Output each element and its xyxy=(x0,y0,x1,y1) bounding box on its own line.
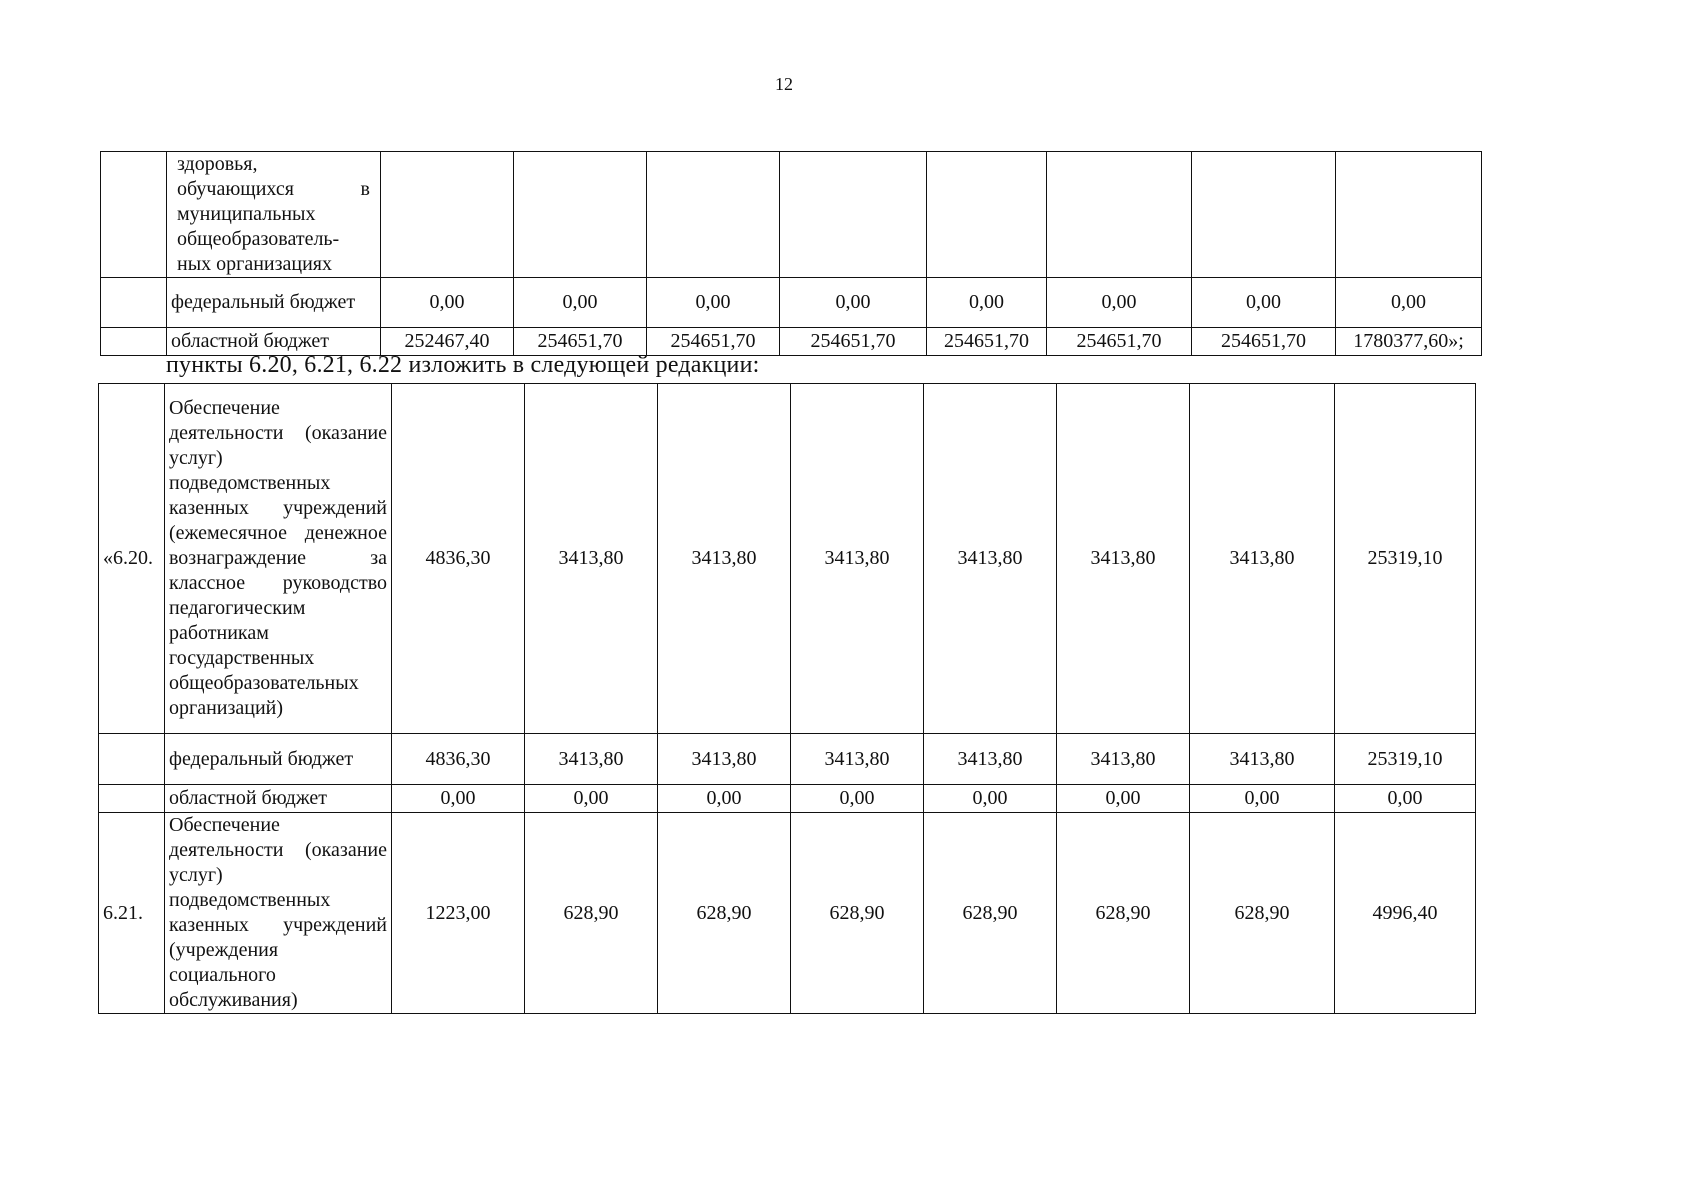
value-cell: 4996,40 xyxy=(1335,813,1476,1014)
value-cell: 628,90 xyxy=(924,813,1057,1014)
row-label: областной бюджет xyxy=(165,785,392,813)
table-row xyxy=(99,813,1476,1014)
row-label: федеральный бюджет xyxy=(167,278,381,328)
value-cell xyxy=(780,152,927,278)
row-index: «6.20. xyxy=(99,384,165,734)
value-cell: 3413,80 xyxy=(924,734,1057,785)
value-cell xyxy=(1047,152,1192,278)
value-cell: 3413,80 xyxy=(791,384,924,734)
value-cell: 254651,70 xyxy=(514,328,647,356)
value-cell xyxy=(381,152,514,278)
table-row xyxy=(99,734,1476,785)
value-cell: 0,00 xyxy=(927,278,1047,328)
value-cell: 4836,30 xyxy=(392,384,525,734)
value-cell: 1780377,60»; xyxy=(1336,328,1482,356)
value-cell: 628,90 xyxy=(658,813,791,1014)
table-row xyxy=(99,785,1476,813)
value-cell: 254651,70 xyxy=(647,328,780,356)
value-cell: 0,00 xyxy=(924,785,1057,813)
instruction-text: пункты 6.20, 6.21, 6.22 изложить в следующей редакции: xyxy=(166,352,760,378)
value-cell xyxy=(647,152,780,278)
value-cell: 1223,00 xyxy=(392,813,525,1014)
row-label: здоровья, обучающихся в муниципальных общеобразователь-ных организациях xyxy=(167,152,381,278)
value-cell: 3413,80 xyxy=(525,384,658,734)
value-cell: 252467,40 xyxy=(381,328,514,356)
value-cell: 254651,70 xyxy=(1047,328,1192,356)
value-cell: 254651,70 xyxy=(927,328,1047,356)
value-cell: 3413,80 xyxy=(924,384,1057,734)
value-cell: 0,00 xyxy=(658,785,791,813)
row-index xyxy=(101,152,167,278)
value-cell: 0,00 xyxy=(1336,278,1482,328)
value-cell: 0,00 xyxy=(1190,785,1335,813)
value-cell: 3413,80 xyxy=(1190,384,1335,734)
value-cell: 3413,80 xyxy=(791,734,924,785)
value-cell xyxy=(927,152,1047,278)
value-cell: 3413,80 xyxy=(1190,734,1335,785)
value-cell: 628,90 xyxy=(525,813,658,1014)
value-cell: 3413,80 xyxy=(1057,734,1190,785)
row-index: 6.21. xyxy=(99,813,165,1014)
value-cell: 25319,10 xyxy=(1335,384,1476,734)
value-cell: 0,00 xyxy=(1057,785,1190,813)
value-cell: 0,00 xyxy=(514,278,647,328)
row-index xyxy=(101,328,167,356)
budget-table xyxy=(98,383,1476,1014)
value-cell: 254651,70 xyxy=(1192,328,1336,356)
value-cell: 0,00 xyxy=(791,785,924,813)
row-index xyxy=(101,278,167,328)
value-cell: 0,00 xyxy=(381,278,514,328)
table-row xyxy=(101,278,1482,328)
value-cell: 3413,80 xyxy=(658,734,791,785)
value-cell xyxy=(1192,152,1336,278)
value-cell: 3413,80 xyxy=(1057,384,1190,734)
value-cell: 254651,70 xyxy=(780,328,927,356)
row-index xyxy=(99,785,165,813)
row-label: Обеспечение деятельности (оказание услуг) подведомственных казенных учреждений (ежемесячное денежное вознаграждение за классное руководство педагогическим работникам государственных общеобразовательных организаций) xyxy=(165,384,392,734)
value-cell xyxy=(514,152,647,278)
value-cell: 0,00 xyxy=(392,785,525,813)
value-cell: 4836,30 xyxy=(392,734,525,785)
page-number: 12 xyxy=(775,74,793,94)
table-row xyxy=(99,384,1476,734)
value-cell: 628,90 xyxy=(791,813,924,1014)
value-cell: 0,00 xyxy=(1192,278,1336,328)
value-cell: 0,00 xyxy=(780,278,927,328)
value-cell: 0,00 xyxy=(647,278,780,328)
value-cell: 0,00 xyxy=(525,785,658,813)
value-cell: 0,00 xyxy=(1047,278,1192,328)
value-cell xyxy=(1336,152,1482,278)
value-cell: 0,00 xyxy=(1335,785,1476,813)
row-label: федеральный бюджет xyxy=(165,734,392,785)
value-cell: 3413,80 xyxy=(658,384,791,734)
value-cell: 628,90 xyxy=(1190,813,1335,1014)
row-label: Обеспечение деятельности (оказание услуг) подведомственных казенных учреждений (учреждения социального обслуживания) xyxy=(165,813,392,1014)
budget-table-continued xyxy=(100,151,1482,356)
table-row xyxy=(101,152,1482,278)
value-cell: 3413,80 xyxy=(525,734,658,785)
value-cell: 628,90 xyxy=(1057,813,1190,1014)
row-label: областной бюджет xyxy=(167,328,381,356)
value-cell: 25319,10 xyxy=(1335,734,1476,785)
row-index xyxy=(99,734,165,785)
